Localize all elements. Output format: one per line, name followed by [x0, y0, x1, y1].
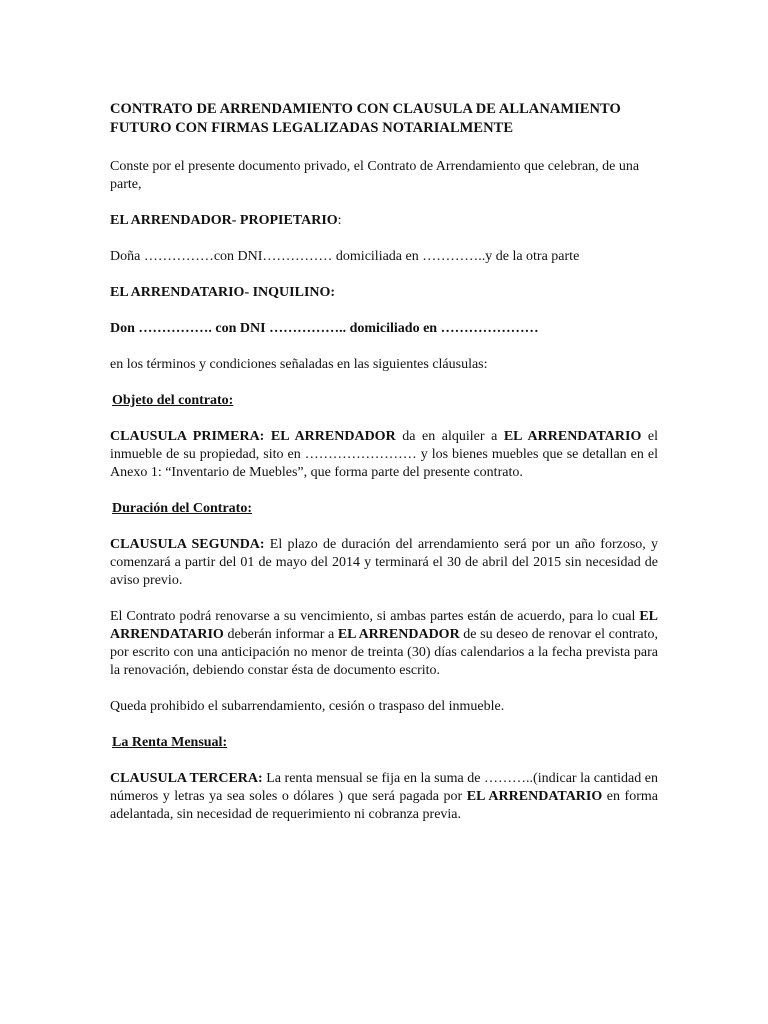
- document-page: [110, 100, 658, 842]
- renovacion-paragraph: [110, 608, 658, 680]
- clausula-primera-text2: el inmueble de su propiedad, sito en …………………… y los bienes muebles que se detallan en el Anexo 1: “Inventario de Muebles”, que forma parte del presente contrato.: [110, 429, 658, 480]
- renovacion-text2: deberán informar a: [223, 627, 338, 642]
- arrendatario-paragraph: [110, 284, 658, 302]
- clausula-tercera-text2: en forma adelantada, sin necesidad de requerimiento ni cobranza previa.: [110, 789, 658, 822]
- terms-paragraph: [110, 356, 658, 374]
- renovacion-text1: El Contrato podrá renovarse a su vencimiento, si ambas partes están de acuerdo, para lo cual: [110, 609, 640, 624]
- clausula-tercera-bold1: EL ARRENDATARIO: [466, 789, 603, 804]
- arrendador-colon: :: [337, 213, 342, 228]
- prohibido-paragraph: [110, 698, 658, 716]
- clausula-tercera-label: CLAUSULA TERCERA:: [110, 771, 263, 786]
- duracion-heading: Duración del Contrato:: [112, 501, 252, 516]
- clausula-primera-text1: da en alquiler a: [395, 429, 504, 444]
- dona-line: Doña ……………con DNI…………… domiciliada en …………..y de la otra parte: [110, 249, 580, 264]
- clausula-segunda-text: El plazo de duración del arrendamiento será por un año forzoso, y comenzará a partir del 01 de mayo del 2014 y terminará el 30 de abril del 2015 sin necesidad de aviso previo.: [110, 537, 658, 588]
- renovacion-text3: de su deseo de renovar el contrato, por escrito con una anticipación no menor de treinta (30) días calendarios a la fecha prevista para la renovación, debiendo constar ésta de documento escrito.: [110, 627, 659, 678]
- prohibido-text: Queda prohibido el subarrendamiento, cesión o traspaso del inmueble.: [110, 699, 505, 714]
- objeto-heading: Objeto del contrato:: [112, 393, 234, 408]
- arrendatario-label: EL ARRENDATARIO- INQUILINO:: [110, 285, 336, 300]
- intro-paragraph: [110, 158, 658, 194]
- terms-line: en los términos y condiciones señaladas en las siguientes cláusulas:: [110, 357, 488, 372]
- don-paragraph: [110, 320, 658, 338]
- clausula-tercera-text1: La renta mensual se fija en la suma de ………..(indicar la cantidad en números y letras ya sea soles o dólares ) que será pagada por: [110, 771, 658, 804]
- title-line-2: FUTURO CON FIRMAS LEGALIZADAS NOTARIALMENTE: [110, 120, 514, 136]
- clausula-tercera: [110, 770, 658, 824]
- renovacion-bold2: EL ARRENDADOR: [337, 627, 460, 642]
- clausula-segunda-label: CLAUSULA SEGUNDA:: [110, 537, 265, 552]
- arrendador-paragraph: [110, 212, 658, 230]
- dona-paragraph: [110, 248, 658, 266]
- document-title: [110, 100, 658, 138]
- don-line: Don ……………. con DNI …………….. domiciliado en …………………: [110, 321, 539, 336]
- renta-heading-text: La Renta Mensual: [112, 735, 223, 750]
- intro-text: Conste por el presente documento privado, el Contrato de Arrendamiento que celebran, de una parte,: [110, 159, 640, 192]
- arrendador-label: EL ARRENDADOR- PROPIETARIO: [110, 213, 338, 228]
- renta-heading-colon: :: [222, 735, 228, 750]
- clausula-primera-bold1: EL ARRENDATARIO: [503, 429, 642, 444]
- clausula-primera-label: CLAUSULA PRIMERA: EL ARRENDADOR: [110, 429, 396, 444]
- renovacion-bold1: EL ARRENDATARIO: [110, 609, 658, 642]
- renta-heading: [112, 734, 658, 752]
- clausula-primera: [110, 428, 658, 482]
- clausula-segunda: [110, 536, 658, 590]
- title-line-1: CONTRATO DE ARRENDAMIENTO CON CLAUSULA DE ALLANAMIENTO: [110, 101, 621, 117]
